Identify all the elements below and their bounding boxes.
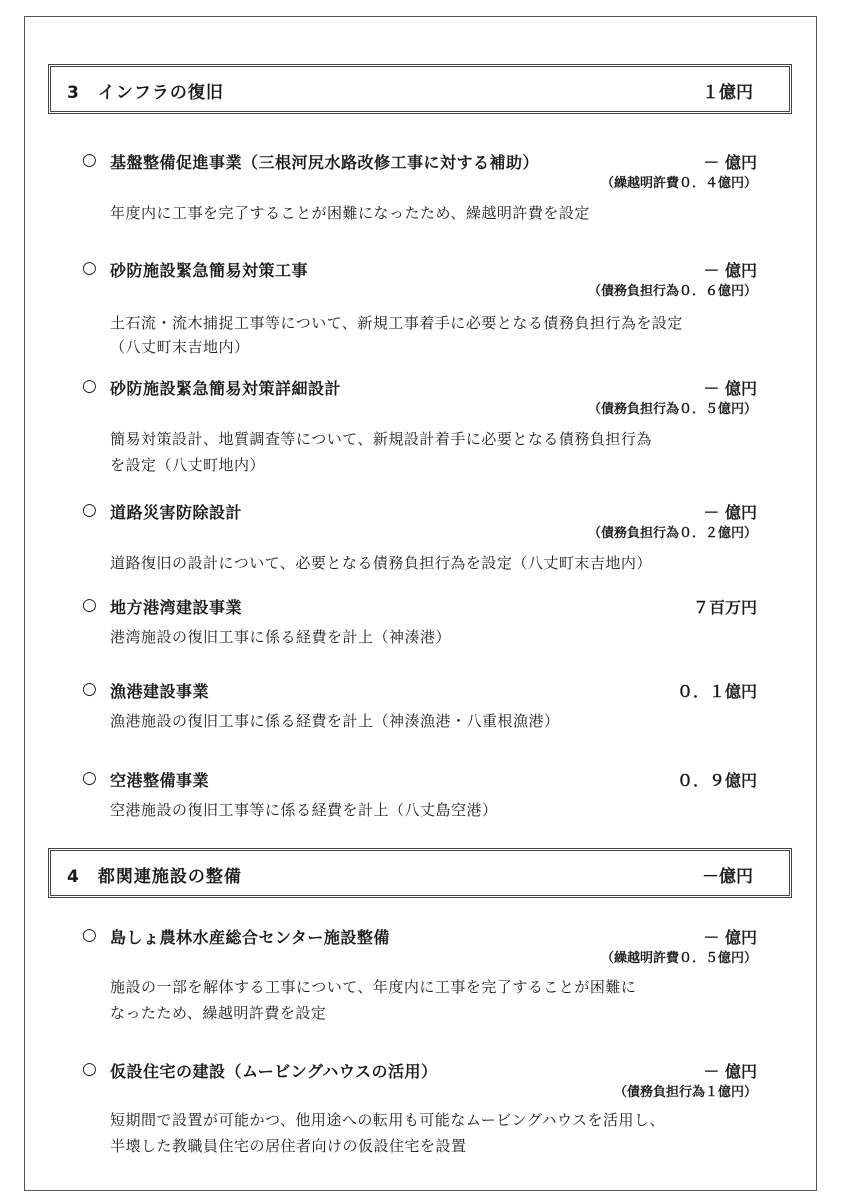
item-title: 砂防施設緊急簡易対策工事 — [110, 261, 309, 280]
item-description: を設定（八丈町地内） — [110, 456, 266, 474]
item-note: （債務負担行為０．５億円） — [587, 402, 757, 417]
item-title: 地方港湾建設事業 — [110, 598, 243, 617]
bullet-circle-icon: ○ — [82, 768, 97, 788]
list-item — [82, 376, 767, 474]
list-item — [82, 595, 767, 646]
item-description: 土石流・流木捕捉工事等について、新規工事着手に必要となる債務負担行為を設定 — [110, 314, 683, 332]
section-amount: １億円 — [702, 83, 753, 103]
item-amount: － 億円 — [703, 153, 757, 172]
bullet-circle-icon: ○ — [82, 376, 97, 396]
list-item — [82, 925, 767, 1022]
list-item — [82, 768, 767, 819]
item-note: （繰越明許費０．４億円） — [600, 176, 757, 191]
bullet-circle-icon: ○ — [82, 150, 97, 170]
item-note: （繰越明許費０．５億円） — [600, 951, 757, 966]
item-amount: － 億円 — [703, 261, 757, 280]
item-note: （債務負担行為１億円） — [613, 1085, 757, 1100]
item-note: （債務負担行為０．６億円） — [587, 284, 757, 299]
list-item — [82, 679, 767, 730]
item-amount: － 億円 — [703, 928, 757, 947]
list-item — [82, 258, 767, 356]
item-title: 道路災害防除設計 — [110, 503, 243, 522]
item-title: 仮設住宅の建設（ムービングハウスの活用） — [110, 1062, 438, 1081]
item-description: 港湾施設の復旧工事に係る経費を計上（神湊港） — [110, 628, 452, 646]
bullet-circle-icon: ○ — [82, 258, 97, 278]
section-title: 4 都関連施設の整備 — [67, 867, 242, 887]
section-header-facilities — [48, 848, 792, 898]
item-title: 空港整備事業 — [110, 771, 210, 790]
item-title: 砂防施設緊急簡易対策詳細設計 — [110, 379, 342, 398]
bullet-circle-icon: ○ — [82, 500, 97, 520]
section-title: 3 インフラの復旧 — [67, 83, 224, 103]
item-description: なったため、繰越明許費を設定 — [110, 1004, 327, 1022]
list-item — [82, 1059, 767, 1155]
list-item — [82, 150, 767, 222]
bullet-circle-icon: ○ — [82, 679, 97, 699]
item-amount: － 億円 — [703, 1062, 757, 1081]
item-amount: － 億円 — [703, 379, 757, 398]
item-note: （債務負担行為０．２億円） — [587, 526, 757, 541]
item-description: 空港施設の復旧工事等に係る経費を計上（八丈島空港） — [110, 801, 498, 819]
item-title: 島しょ農林水産総合センター施設整備 — [110, 928, 390, 947]
item-description: 短期間で設置が可能かつ、他用途への転用も可能なムービングハウスを活用し、 — [110, 1111, 666, 1129]
item-description: （八丈町末吉地内） — [110, 338, 250, 356]
bullet-circle-icon: ○ — [82, 925, 97, 945]
item-description: 年度内に工事を完了することが困難になったため、繰越明許費を設定 — [110, 204, 590, 222]
item-amount: ０．１億円 — [676, 682, 757, 701]
list-item — [82, 500, 767, 572]
item-description: 半壊した教職員住宅の居住者向けの仮設住宅を設置 — [110, 1137, 467, 1155]
bullet-circle-icon: ○ — [82, 595, 97, 615]
item-title: 基盤整備促進事業（三根河尻水路改修工事に対する補助） — [110, 153, 540, 172]
item-amount: ０．９億円 — [676, 771, 757, 790]
item-description: 漁港施設の復旧工事に係る経費を計上（神湊漁港・八重根漁港） — [110, 712, 560, 730]
item-amount: ７百万円 — [692, 598, 757, 617]
section-amount: －億円 — [702, 867, 753, 887]
item-title: 漁港建設事業 — [110, 682, 210, 701]
item-amount: － 億円 — [703, 503, 757, 522]
section-header-infrastructure — [48, 64, 792, 114]
item-description: 簡易対策設計、地質調査等について、新規設計着手に必要となる債務負担行為 — [110, 430, 652, 448]
item-description: 道路復旧の設計について、必要となる債務負担行為を設定（八丈町末吉地内） — [110, 554, 652, 572]
item-description: 施設の一部を解体する工事について、年度内に工事を完了することが困難に — [110, 978, 637, 996]
bullet-circle-icon: ○ — [82, 1059, 97, 1079]
